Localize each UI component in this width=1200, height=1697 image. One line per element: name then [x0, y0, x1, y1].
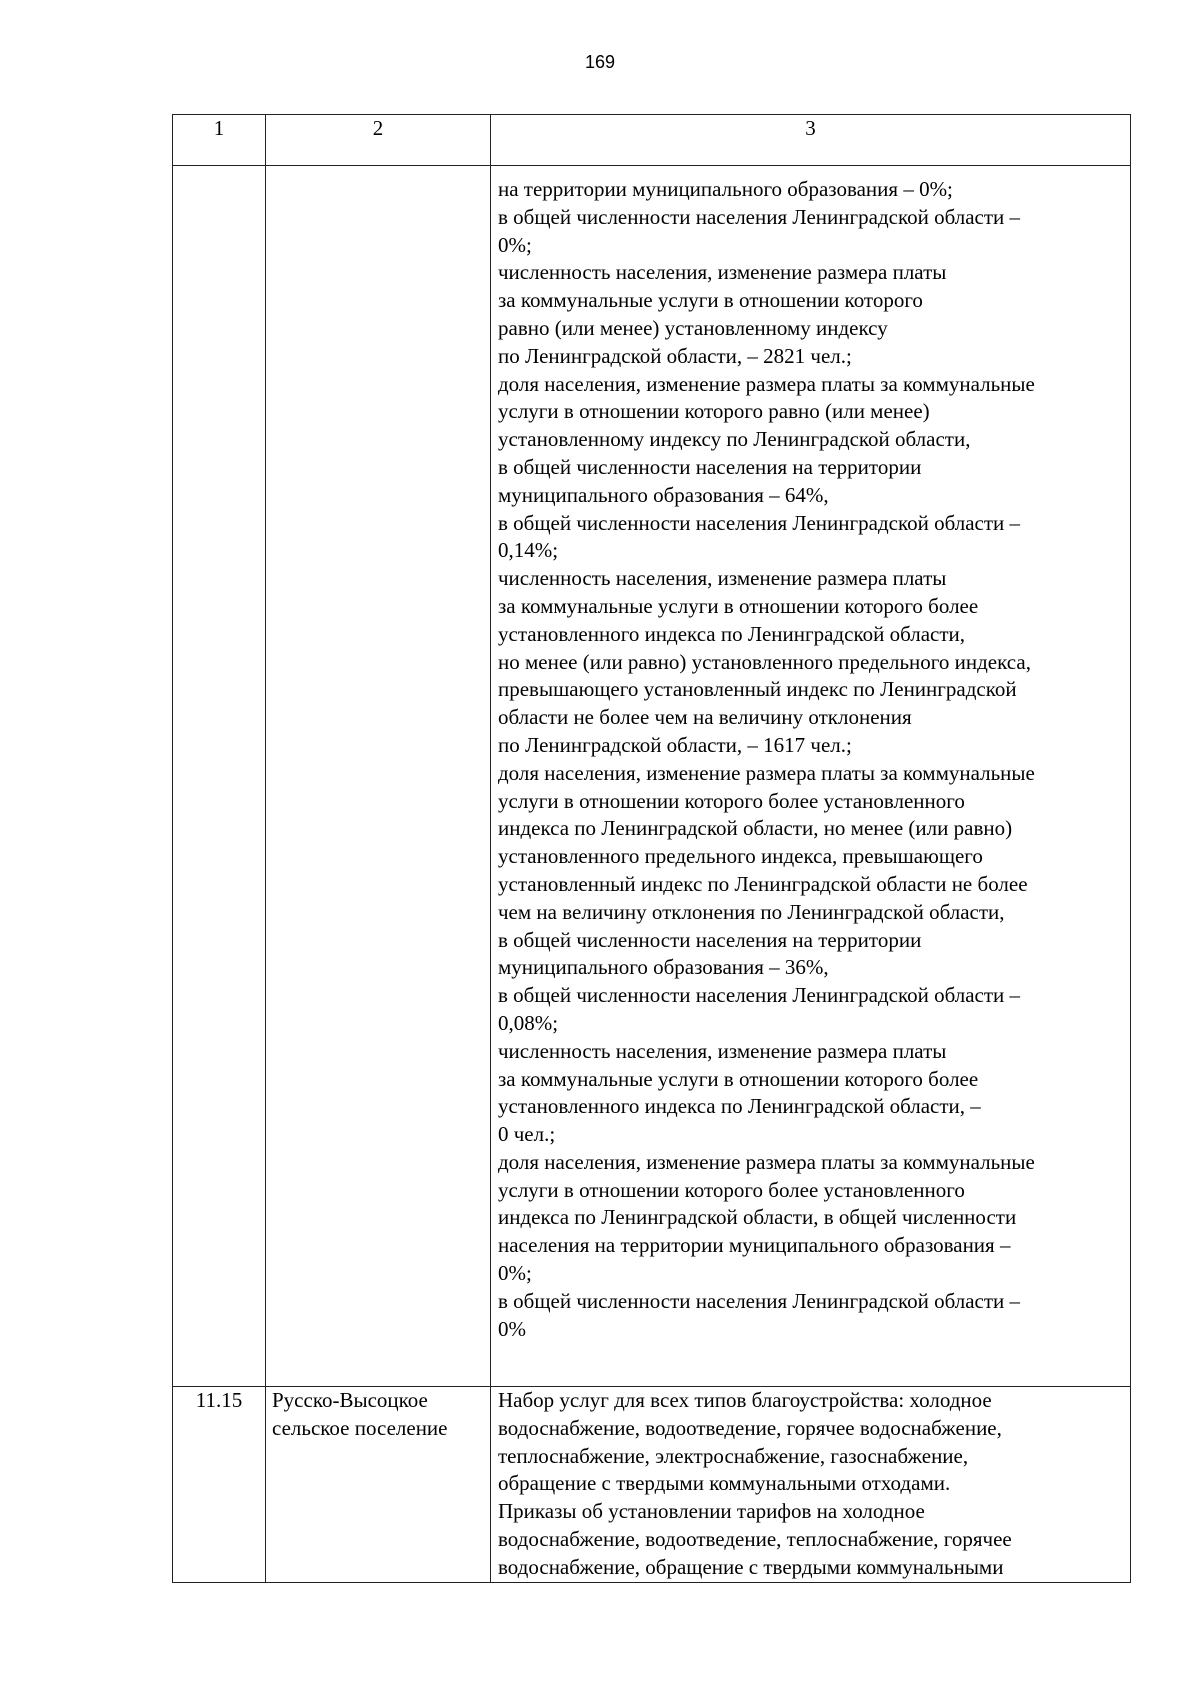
text-line: услуги в отношении которого более установленного: [498, 1177, 965, 1202]
text-line: Приказы об установлении тарифов на холодное: [498, 1499, 925, 1524]
table-row: [173, 166, 1131, 1387]
text-line: 0%;: [498, 1261, 532, 1286]
settlement-name-line: Русско-Высоцкое: [272, 1388, 428, 1412]
text-line: на территории муниципального образования – 0%;: [498, 177, 953, 201]
text-line: доля населения, изменение размера платы за коммунальные: [498, 760, 1035, 785]
text-line: 0,08%;: [498, 1010, 559, 1035]
settlement-name-line: сельское поселение: [272, 1415, 448, 1440]
description-text: [498, 1387, 1126, 1582]
text-line: установленному индексу по Ленинградской области,: [498, 427, 971, 452]
text-line: индекса по Ленинградской области, но менее (или равно): [498, 816, 1013, 841]
text-line: за коммунальные услуги в отношении которого более: [498, 593, 979, 618]
text-line: муниципального образования – 64%,: [498, 482, 829, 507]
text-line: в общей численности населения Ленинградской области –: [498, 204, 1021, 229]
text-line: в общей численности населения Ленинградской области –: [498, 1288, 1021, 1313]
column-header-1: 1: [173, 115, 266, 166]
text-line: по Ленинградской области, – 2821 чел.;: [498, 343, 852, 368]
text-line: численность населения, изменение размера платы: [498, 1038, 947, 1063]
text-line: услуги в отношении которого равно (или менее): [498, 399, 930, 424]
table-header-row: [173, 115, 1131, 166]
table-row: [173, 1387, 1131, 1583]
text-line: доля населения, изменение размера платы за коммунальные: [498, 371, 1035, 396]
text-line: за коммунальные услуги в отношении которого: [498, 288, 923, 313]
row-description-cell: [491, 166, 1131, 1387]
text-line: муниципального образования – 36%,: [498, 955, 829, 980]
text-line: населения на территории муниципального образования –: [498, 1233, 1011, 1258]
text-line: установленного предельного индекса, превышающего: [498, 844, 983, 869]
text-line: обращение с твердыми коммунальными отходами.: [498, 1471, 951, 1496]
text-line: теплоснабжение, электроснабжение, газоснабжение,: [498, 1443, 969, 1468]
data-table: [172, 114, 1131, 1583]
text-line: индекса по Ленинградской области, в общей численности: [498, 1205, 1017, 1230]
row-number-cell: 11.15: [173, 1387, 266, 1583]
text-line: в общей численности населения Ленинградской области –: [498, 983, 1021, 1008]
text-line: водоснабжение, обращение с твердыми коммунальными: [498, 1554, 1004, 1579]
text-line: но менее (или равно) установленного предельного индекса,: [498, 649, 1031, 674]
text-line: Набор услуг для всех типов благоустройства: холодное: [498, 1388, 992, 1412]
text-line: равно (или менее) установленному индексу: [498, 315, 888, 340]
text-line: 0%;: [498, 232, 532, 257]
text-line: доля населения, изменение размера платы за коммунальные: [498, 1149, 1035, 1174]
row-name-cell: [266, 166, 491, 1387]
text-line: 0%: [498, 1316, 526, 1341]
column-header-3: 3: [491, 115, 1131, 166]
row-number-cell: [173, 166, 266, 1387]
text-line: в общей численности населения на территории: [498, 454, 922, 479]
text-line: за коммунальные услуги в отношении которого более: [498, 1066, 979, 1091]
text-line: 0,14%;: [498, 538, 559, 563]
text-line: водоснабжение, водоотведение, теплоснабжение, горячее: [498, 1526, 1012, 1551]
text-line: в общей численности населения на территории: [498, 927, 922, 952]
text-line: водоснабжение, водоотведение, горячее водоснабжение,: [498, 1415, 1002, 1440]
text-line: установленный индекс по Ленинградской области не более: [498, 871, 1028, 896]
text-line: установленного индекса по Ленинградской области,: [498, 621, 966, 646]
text-line: превышающего установленный индекс по Ленинградской: [498, 677, 1017, 702]
text-line: 0 чел.;: [498, 1122, 556, 1147]
page-number: 169: [584, 52, 616, 72]
text-line: в общей численности населения Ленинградской области –: [498, 510, 1021, 535]
column-header-2: 2: [266, 115, 491, 166]
text-line: чем на величину отклонения по Ленинградской области,: [498, 899, 1005, 924]
text-line: численность населения, изменение размера платы: [498, 566, 947, 591]
description-text: [498, 176, 1126, 1343]
text-line: услуги в отношении которого более установленного: [498, 788, 965, 813]
text-line: численность населения, изменение размера платы: [498, 260, 947, 285]
text-line: области не более чем на величину отклонения: [498, 705, 912, 730]
text-line: установленного индекса по Ленинградской области, –: [498, 1094, 981, 1119]
row-description-cell: [491, 1387, 1131, 1583]
text-line: по Ленинградской области, – 1617 чел.;: [498, 732, 852, 757]
row-name-cell: [266, 1387, 491, 1583]
